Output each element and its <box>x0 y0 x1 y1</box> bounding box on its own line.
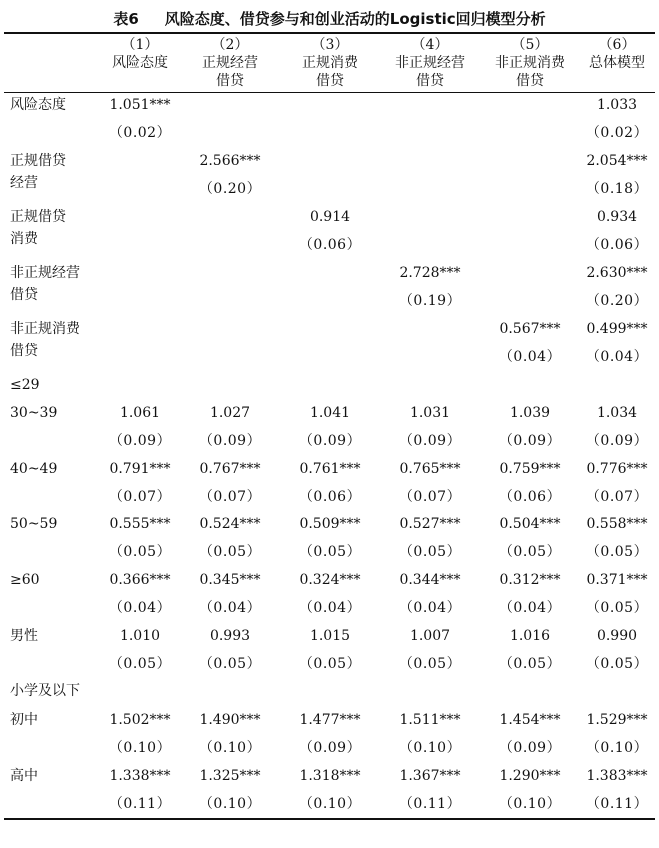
coefficient-cell: 1.007 <box>409 628 451 644</box>
column-label: 风险态度 <box>112 55 168 71</box>
std-error-cell: （0.10） <box>498 796 562 812</box>
coefficient-cell: 0.527*** <box>399 516 461 532</box>
column-label: 总体模型 <box>589 55 645 71</box>
row-label: 正规借贷 经营 <box>10 153 66 191</box>
std-error-cell: （0.05） <box>108 544 172 560</box>
std-error-cell: （0.02） <box>585 125 649 141</box>
top-rule <box>4 32 655 34</box>
coefficient-cell: 1.034 <box>596 405 638 421</box>
coefficient-cell: 1.502*** <box>109 712 171 728</box>
coefficient-cell: 1.367*** <box>399 768 461 784</box>
coefficient-cell: 0.558*** <box>586 516 648 532</box>
coefficient-cell: 0.914 <box>309 209 351 225</box>
coefficient-cell: 0.504*** <box>499 516 561 532</box>
coefficient-cell: 1.033 <box>596 97 638 113</box>
coefficient-cell: 0.791*** <box>109 461 171 477</box>
std-error-cell: （0.04） <box>198 600 262 616</box>
column-header-3 <box>275 36 385 90</box>
std-error-cell: （0.09） <box>298 740 362 756</box>
std-error-cell: （0.10） <box>198 796 262 812</box>
std-error-cell: （0.09） <box>498 740 562 756</box>
column-header-4 <box>375 36 485 90</box>
std-error-cell: （0.10） <box>108 740 172 756</box>
std-error-cell: （0.05） <box>398 656 462 672</box>
row-label: 初中 <box>10 712 38 728</box>
std-error-cell: （0.09） <box>498 433 562 449</box>
column-number: （4） <box>411 37 449 53</box>
row-label: 非正规经营 借贷 <box>10 265 80 303</box>
column-number: （5） <box>511 37 549 53</box>
std-error-cell: （0.06） <box>298 489 362 505</box>
std-error-cell: （0.06） <box>298 237 362 253</box>
coefficient-cell: 1.039 <box>509 405 551 421</box>
coefficient-cell: 1.325*** <box>199 768 261 784</box>
coefficient-cell: 0.344*** <box>399 572 461 588</box>
std-error-cell: （0.05） <box>398 544 462 560</box>
std-error-cell: （0.10） <box>298 796 362 812</box>
coefficient-cell: 1.031 <box>409 405 451 421</box>
coefficient-cell: 0.524*** <box>199 516 261 532</box>
std-error-cell: （0.11） <box>108 796 172 812</box>
coefficient-cell: 0.765*** <box>399 461 461 477</box>
row-label: ≤29 <box>10 377 40 393</box>
std-error-cell: （0.07） <box>108 489 172 505</box>
coefficient-cell: 0.345*** <box>199 572 261 588</box>
coefficient-cell: 1.015 <box>309 628 351 644</box>
std-error-cell: （0.09） <box>585 433 649 449</box>
std-error-cell: （0.09） <box>398 433 462 449</box>
coefficient-cell: 1.318*** <box>299 768 361 784</box>
coefficient-cell: 0.371*** <box>586 572 648 588</box>
std-error-cell: （0.05） <box>585 544 649 560</box>
table-caption <box>0 8 659 29</box>
std-error-cell: （0.04） <box>298 600 362 616</box>
coefficient-cell: 1.490*** <box>199 712 261 728</box>
std-error-cell: （0.09） <box>198 433 262 449</box>
coefficient-cell: 0.776*** <box>586 461 648 477</box>
header-rule <box>4 92 655 93</box>
std-error-cell: （0.07） <box>398 489 462 505</box>
std-error-cell: （0.05） <box>498 656 562 672</box>
table-title: 风险态度、借贷参与和创业活动的Logistic回归模型分析 <box>164 10 546 28</box>
coefficient-cell: 1.511*** <box>399 712 461 728</box>
coefficient-cell: 1.383*** <box>586 768 648 784</box>
coefficient-cell: 1.061 <box>119 405 161 421</box>
column-number: （2） <box>211 37 249 53</box>
coefficient-cell: 1.529*** <box>586 712 648 728</box>
row-label: 非正规消费 借贷 <box>10 321 80 359</box>
std-error-cell: （0.05） <box>108 656 172 672</box>
std-error-cell: （0.05） <box>585 656 649 672</box>
coefficient-cell: 1.027 <box>209 405 251 421</box>
std-error-cell: （0.04） <box>108 600 172 616</box>
column-label: 正规消费 借贷 <box>302 55 358 89</box>
table-number: 表6 <box>113 10 139 28</box>
coefficient-cell: 0.990 <box>596 628 638 644</box>
coefficient-cell: 2.054*** <box>586 153 648 169</box>
std-error-cell: （0.09） <box>108 433 172 449</box>
coefficient-cell: 1.290*** <box>499 768 561 784</box>
std-error-cell: （0.04） <box>498 349 562 365</box>
coefficient-cell: 0.761*** <box>299 461 361 477</box>
row-label: 高中 <box>10 768 38 784</box>
std-error-cell: （0.07） <box>585 489 649 505</box>
row-label: 风险态度 <box>10 97 66 113</box>
coefficient-cell: 1.454*** <box>499 712 561 728</box>
std-error-cell: （0.11） <box>398 796 462 812</box>
column-number: （1） <box>121 37 159 53</box>
std-error-cell: （0.05） <box>198 544 262 560</box>
coefficient-cell: 1.338*** <box>109 768 171 784</box>
row-label: 小学及以下 <box>10 683 80 699</box>
row-label: 40~49 <box>10 461 58 477</box>
column-number: （6） <box>598 37 636 53</box>
column-header-6 <box>562 36 659 72</box>
std-error-cell: （0.09） <box>298 433 362 449</box>
column-label: 正规经营 借贷 <box>202 55 258 89</box>
coefficient-cell: 1.041 <box>309 405 351 421</box>
std-error-cell: （0.07） <box>198 489 262 505</box>
std-error-cell: （0.04） <box>398 600 462 616</box>
row-label: 50~59 <box>10 516 58 532</box>
column-label: 非正规经营 借贷 <box>395 55 465 89</box>
coefficient-cell: 1.016 <box>509 628 551 644</box>
coefficient-cell: 0.324*** <box>299 572 361 588</box>
std-error-cell: （0.04） <box>585 349 649 365</box>
std-error-cell: （0.10） <box>398 740 462 756</box>
std-error-cell: （0.06） <box>498 489 562 505</box>
std-error-cell: （0.10） <box>585 740 649 756</box>
coefficient-cell: 0.567*** <box>499 321 561 337</box>
std-error-cell: （0.20） <box>198 181 262 197</box>
std-error-cell: （0.04） <box>498 600 562 616</box>
coefficient-cell: 0.312*** <box>499 572 561 588</box>
coefficient-cell: 0.499*** <box>586 321 648 337</box>
std-error-cell: （0.05） <box>298 544 362 560</box>
coefficient-cell: 0.767*** <box>199 461 261 477</box>
row-label: 男性 <box>10 628 38 644</box>
std-error-cell: （0.19） <box>398 293 462 309</box>
coefficient-cell: 0.759*** <box>499 461 561 477</box>
std-error-cell: （0.11） <box>585 796 649 812</box>
std-error-cell: （0.05） <box>585 600 649 616</box>
coefficient-cell: 0.934 <box>596 209 638 225</box>
coefficient-cell: 1.051*** <box>109 97 171 113</box>
std-error-cell: （0.02） <box>108 125 172 141</box>
std-error-cell: （0.05） <box>298 656 362 672</box>
coefficient-cell: 0.366*** <box>109 572 171 588</box>
coefficient-cell: 1.477*** <box>299 712 361 728</box>
coefficient-cell: 0.993 <box>209 628 251 644</box>
coefficient-cell: 1.010 <box>119 628 161 644</box>
column-number: （3） <box>311 37 349 53</box>
std-error-cell: （0.06） <box>585 237 649 253</box>
coefficient-cell: 0.555*** <box>109 516 171 532</box>
column-label: 非正规消费 借贷 <box>495 55 565 89</box>
coefficient-cell: 0.509*** <box>299 516 361 532</box>
std-error-cell: （0.05） <box>498 544 562 560</box>
coefficient-cell: 2.566*** <box>199 153 261 169</box>
coefficient-cell: 2.630*** <box>586 265 648 281</box>
column-header-2 <box>175 36 285 90</box>
coefficient-cell: 2.728*** <box>399 265 461 281</box>
row-label: 30~39 <box>10 405 58 421</box>
row-label: ≥60 <box>10 572 40 588</box>
std-error-cell: （0.05） <box>198 656 262 672</box>
std-error-cell: （0.20） <box>585 293 649 309</box>
row-label: 正规借贷 消费 <box>10 209 66 247</box>
std-error-cell: （0.18） <box>585 181 649 197</box>
std-error-cell: （0.10） <box>198 740 262 756</box>
bottom-rule <box>4 818 655 820</box>
